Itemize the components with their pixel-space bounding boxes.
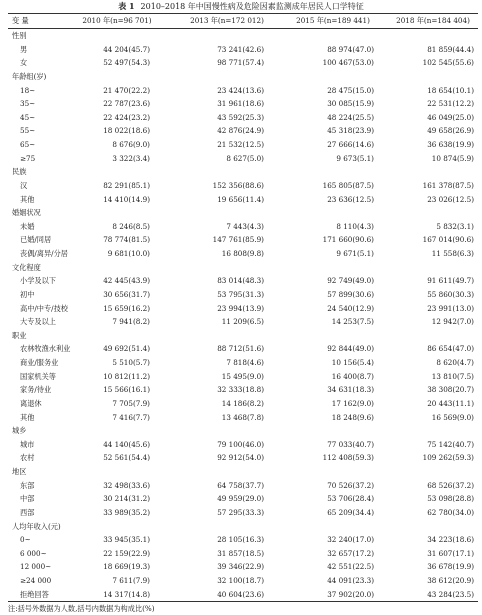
row-label: 民族 bbox=[12, 167, 27, 177]
cell-value: 165 805(87.5) bbox=[322, 180, 374, 190]
cell-value: 73 241(42.6) bbox=[217, 44, 264, 54]
cell-value: 10 156(5.4) bbox=[331, 358, 374, 367]
table-row bbox=[0, 302, 482, 316]
cell-value: 102 545(55.6) bbox=[422, 58, 474, 68]
row-label: 未婚 bbox=[20, 221, 35, 231]
bottom-rule bbox=[8, 601, 478, 602]
row-label: 离退休 bbox=[20, 398, 42, 408]
cell-value: 49 692(51.4) bbox=[103, 344, 150, 354]
cell-value: 33 989(35.2) bbox=[103, 507, 150, 517]
table-row bbox=[0, 356, 482, 370]
table-caption bbox=[0, 1, 482, 12]
cell-value: 22 787(23.6) bbox=[103, 99, 150, 109]
cell-value: 20 443(11.1) bbox=[427, 398, 474, 408]
table-row bbox=[0, 451, 482, 465]
cell-value: 13 468(7.8) bbox=[221, 412, 264, 422]
table-row bbox=[0, 315, 482, 329]
row-label: 婚姻状况 bbox=[12, 208, 41, 218]
cell-value: 42 445(43.9) bbox=[103, 276, 150, 286]
cell-value: 109 262(59.3) bbox=[422, 453, 474, 463]
cell-value: 52 497(54.3) bbox=[103, 58, 150, 68]
cell-value: 18 669(19.3) bbox=[103, 562, 150, 572]
row-label: 其他 bbox=[20, 412, 35, 422]
cell-value: 34 631(18.3) bbox=[327, 385, 374, 395]
row-label: 农村 bbox=[20, 453, 35, 463]
cell-value: 32 657(17.2) bbox=[327, 548, 374, 558]
cell-value: 7 443(4.3) bbox=[226, 221, 264, 231]
cell-value: 32 240(17.0) bbox=[327, 535, 374, 545]
cell-value: 27 666(14.6) bbox=[327, 140, 374, 149]
cell-value: 42 876(24.9) bbox=[217, 126, 264, 136]
table-row bbox=[0, 193, 482, 207]
cell-value: 65 209(34.4) bbox=[327, 507, 374, 517]
cell-value: 30 085(15.9) bbox=[327, 99, 374, 109]
cell-value: 23 026(12.5) bbox=[427, 194, 474, 204]
cell-value: 11 209(6.5) bbox=[221, 317, 264, 327]
table-row bbox=[0, 247, 482, 261]
category-row bbox=[0, 29, 482, 43]
table-row bbox=[0, 574, 482, 588]
cell-value: 44 091(23.3) bbox=[327, 576, 374, 585]
cell-value: 68 526(37.2) bbox=[427, 480, 474, 490]
row-label: 大专及以上 bbox=[20, 317, 56, 327]
cell-value: 46 049(25.0) bbox=[427, 112, 474, 122]
table-note: 注:括号外数据为人数,括号内数据为构成比(%) bbox=[8, 604, 155, 613]
cell-value: 30 656(31.7) bbox=[103, 289, 150, 299]
row-label: 性别 bbox=[12, 31, 27, 40]
row-label: 0~ bbox=[20, 535, 31, 545]
cell-value: 16 400(8.7) bbox=[331, 371, 374, 381]
row-label: 文化程度 bbox=[12, 262, 41, 272]
row-label: 6 000~ bbox=[20, 548, 47, 558]
cell-value: 88 712(51.6) bbox=[217, 344, 264, 354]
row-label: 城市 bbox=[20, 439, 35, 449]
cell-value: 43 592(25.3) bbox=[217, 112, 264, 122]
table-row bbox=[0, 152, 482, 166]
cell-value: 88 974(47.0) bbox=[327, 44, 374, 54]
cell-value: 38 308(20.7) bbox=[427, 385, 474, 395]
cell-value: 16 569(9.0) bbox=[431, 412, 474, 422]
cell-value: 9 681(10.0) bbox=[107, 249, 150, 258]
cell-value: 34 223(18.6) bbox=[427, 535, 474, 545]
cell-value: 53 795(31.3) bbox=[217, 289, 264, 299]
header-2018: 2018 年(n=184 404) bbox=[396, 16, 470, 25]
row-label: 人均年收入(元) bbox=[12, 521, 61, 531]
cell-value: 7 416(7.7) bbox=[112, 412, 150, 422]
table-row bbox=[0, 233, 482, 247]
category-row bbox=[0, 329, 482, 343]
cell-value: 21 532(12.5) bbox=[217, 140, 264, 149]
row-label: 家务/待业 bbox=[20, 385, 52, 395]
cell-value: 57 295(33.3) bbox=[217, 507, 264, 517]
cell-value: 18 248(9.6) bbox=[331, 412, 374, 422]
row-label: 18~ bbox=[20, 85, 36, 95]
header-variable: 变 量 bbox=[12, 16, 29, 25]
cell-value: 28 475(15.0) bbox=[327, 85, 374, 95]
category-row bbox=[0, 70, 482, 84]
row-label: 12 000~ bbox=[20, 562, 52, 572]
table-row bbox=[0, 492, 482, 506]
row-label: 65~ bbox=[20, 140, 36, 149]
cell-value: 8 627(5.0) bbox=[226, 153, 264, 163]
cell-value: 18 022(18.6) bbox=[103, 126, 150, 136]
table-row bbox=[0, 138, 482, 152]
cell-value: 43 284(23.5) bbox=[427, 589, 474, 599]
cell-value: 22 424(23.2) bbox=[103, 112, 150, 122]
cell-value: 19 656(11.4) bbox=[217, 194, 264, 204]
row-label: 拒绝回答 bbox=[20, 589, 49, 599]
cell-value: 36 678(19.9) bbox=[427, 562, 474, 572]
table-row bbox=[0, 506, 482, 520]
cell-value: 147 761(85.9) bbox=[212, 235, 264, 245]
row-label: 女 bbox=[20, 58, 28, 68]
row-label: 年龄组(岁) bbox=[12, 71, 47, 81]
table-row bbox=[0, 588, 482, 602]
table-row bbox=[0, 43, 482, 57]
row-label: 职业 bbox=[12, 330, 27, 340]
cell-value: 78 774(81.5) bbox=[103, 235, 150, 245]
cell-value: 3 322(3.4) bbox=[112, 153, 150, 163]
table-row bbox=[0, 342, 482, 356]
header-2015: 2015 年(n=189 441) bbox=[296, 16, 370, 25]
cell-value: 31 857(18.5) bbox=[217, 548, 264, 558]
cell-value: 14 410(14.9) bbox=[103, 194, 150, 204]
row-label: 初中 bbox=[20, 289, 35, 299]
cell-value: 15 566(16.1) bbox=[103, 385, 150, 395]
cell-value: 11 558(6.3) bbox=[431, 249, 474, 258]
cell-value: 92 749(49.0) bbox=[327, 276, 374, 286]
table-row bbox=[0, 411, 482, 425]
cell-value: 36 638(19.9) bbox=[427, 140, 474, 149]
cell-value: 53 706(28.4) bbox=[327, 494, 374, 504]
cell-value: 79 100(46.0) bbox=[217, 439, 264, 449]
table-body bbox=[0, 29, 482, 601]
row-label: 城乡 bbox=[12, 426, 27, 436]
table-row bbox=[0, 560, 482, 574]
cell-value: 83 014(48.3) bbox=[217, 276, 264, 286]
cell-value: 23 991(13.0) bbox=[427, 303, 474, 313]
table-title: 2010–2018 年中国慢性病及危险因素监测成年居民人口学特征 bbox=[140, 2, 364, 11]
cell-value: 45 318(23.9) bbox=[327, 126, 374, 136]
cell-value: 7 705(7.9) bbox=[112, 398, 150, 408]
header-2013: 2013 年(n=172 012) bbox=[190, 16, 264, 25]
table-row bbox=[0, 383, 482, 397]
row-label: 商业/服务业 bbox=[20, 358, 59, 367]
row-label: 男 bbox=[20, 44, 28, 54]
row-label: 小学及以下 bbox=[20, 276, 56, 286]
cell-value: 24 540(12.9) bbox=[327, 303, 374, 313]
table-row bbox=[0, 56, 482, 70]
cell-value: 31 607(17.1) bbox=[427, 548, 474, 558]
row-label: 中部 bbox=[20, 494, 35, 504]
cell-value: 42 551(22.5) bbox=[327, 562, 374, 572]
row-label: 汉 bbox=[20, 180, 28, 190]
cell-value: 5 832(3.1) bbox=[436, 221, 474, 231]
row-label: 已婚/同居 bbox=[20, 235, 52, 245]
cell-value: 86 654(47.0) bbox=[427, 344, 474, 354]
cell-value: 15 495(9.0) bbox=[221, 371, 264, 381]
cell-value: 52 561(54.4) bbox=[103, 453, 150, 463]
cell-value: 91 611(49.7) bbox=[427, 276, 474, 286]
cell-value: 81 859(44.4) bbox=[427, 44, 474, 54]
table-row bbox=[0, 179, 482, 193]
cell-value: 33 945(35.1) bbox=[103, 535, 150, 545]
cell-value: 16 808(9.8) bbox=[221, 249, 264, 258]
category-row bbox=[0, 424, 482, 438]
cell-value: 14 253(7.5) bbox=[331, 317, 374, 327]
cell-value: 23 994(13.9) bbox=[217, 303, 264, 313]
table-row bbox=[0, 438, 482, 452]
cell-value: 49 959(29.0) bbox=[217, 494, 264, 504]
cell-value: 17 162(9.0) bbox=[331, 398, 374, 408]
cell-value: 23 424(13.6) bbox=[217, 85, 264, 95]
table-row bbox=[0, 547, 482, 561]
cell-value: 98 771(57.4) bbox=[217, 58, 264, 68]
row-label: 东部 bbox=[20, 480, 35, 490]
row-label: 地区 bbox=[12, 467, 27, 476]
cell-value: 100 467(53.0) bbox=[322, 58, 374, 68]
row-label: 丧偶/离异/分居 bbox=[20, 249, 68, 258]
cell-value: 8 676(9.0) bbox=[112, 140, 150, 149]
cell-value: 32 100(18.7) bbox=[217, 576, 264, 585]
table-row bbox=[0, 124, 482, 138]
cell-value: 23 636(12.5) bbox=[327, 194, 374, 204]
cell-value: 32 333(18.8) bbox=[217, 385, 264, 395]
cell-value: 44 204(45.7) bbox=[103, 44, 150, 54]
category-row bbox=[0, 261, 482, 275]
cell-value: 15 659(16.2) bbox=[103, 303, 150, 313]
row-label: ≥24 000 bbox=[20, 576, 52, 585]
cell-value: 13 810(7.5) bbox=[431, 371, 474, 381]
cell-value: 161 378(87.5) bbox=[422, 180, 474, 190]
cell-value: 152 356(88.6) bbox=[212, 180, 264, 190]
cell-value: 7 611(7.9) bbox=[112, 576, 150, 585]
cell-value: 22 159(22.9) bbox=[103, 548, 150, 558]
cell-value: 64 758(37.7) bbox=[217, 480, 264, 490]
cell-value: 75 142(40.7) bbox=[427, 439, 474, 449]
row-label: 农林牧渔水利业 bbox=[20, 344, 71, 354]
row-label: 45~ bbox=[20, 112, 36, 122]
cell-value: 7 941(8.2) bbox=[112, 317, 150, 327]
cell-value: 28 105(16.3) bbox=[217, 535, 264, 545]
cell-value: 167 014(90.6) bbox=[422, 235, 474, 245]
cell-value: 49 658(26.9) bbox=[427, 126, 474, 136]
row-label: 35~ bbox=[20, 99, 36, 109]
table-row bbox=[0, 370, 482, 384]
category-row bbox=[0, 520, 482, 534]
cell-value: 48 224(25.5) bbox=[327, 112, 374, 122]
table-number: 表 1 bbox=[118, 1, 135, 11]
cell-value: 5 510(5.7) bbox=[112, 358, 150, 367]
category-row bbox=[0, 465, 482, 479]
table-row bbox=[0, 288, 482, 302]
cell-value: 30 214(31.2) bbox=[103, 494, 150, 504]
table-row bbox=[0, 84, 482, 98]
cell-value: 8 246(8.5) bbox=[112, 221, 150, 231]
table-header bbox=[0, 14, 482, 28]
row-label: 其他 bbox=[20, 194, 35, 204]
cell-value: 37 902(20.0) bbox=[327, 589, 374, 599]
row-label: ≥75 bbox=[20, 153, 36, 163]
cell-value: 22 531(12.2) bbox=[427, 99, 474, 109]
cell-value: 92 844(49.0) bbox=[327, 344, 374, 354]
row-label: 高中/中专/技校 bbox=[20, 303, 68, 313]
cell-value: 57 899(30.6) bbox=[327, 289, 374, 299]
cell-value: 14 186(8.2) bbox=[221, 398, 264, 408]
cell-value: 40 604(23.6) bbox=[217, 589, 264, 599]
cell-value: 14 317(14.8) bbox=[103, 589, 150, 599]
cell-value: 38 612(20.9) bbox=[427, 576, 474, 585]
cell-value: 77 033(40.7) bbox=[327, 439, 374, 449]
cell-value: 39 346(22.9) bbox=[217, 562, 264, 572]
cell-value: 70 526(37.2) bbox=[327, 480, 374, 490]
row-label: 55~ bbox=[20, 126, 36, 136]
row-label: 西部 bbox=[20, 507, 35, 517]
category-row bbox=[0, 206, 482, 220]
table-row bbox=[0, 274, 482, 288]
cell-value: 21 470(22.2) bbox=[103, 85, 150, 95]
table-row bbox=[0, 479, 482, 493]
header-2010: 2010 年(n=96 701) bbox=[82, 16, 152, 25]
category-row bbox=[0, 165, 482, 179]
cell-value: 31 961(18.6) bbox=[217, 99, 264, 109]
cell-value: 10 874(5.9) bbox=[431, 153, 474, 163]
cell-value: 18 654(10.1) bbox=[427, 85, 474, 95]
cell-value: 9 673(5.1) bbox=[336, 153, 374, 163]
cell-value: 12 942(7.0) bbox=[431, 317, 474, 327]
table-row bbox=[0, 220, 482, 234]
cell-value: 8 110(4.3) bbox=[336, 221, 374, 231]
cell-value: 10 812(11.2) bbox=[103, 371, 150, 381]
cell-value: 9 671(5.1) bbox=[336, 249, 374, 258]
cell-value: 62 780(34.0) bbox=[427, 507, 474, 517]
cell-value: 8 620(4.7) bbox=[436, 358, 474, 367]
cell-value: 53 098(28.8) bbox=[427, 494, 474, 504]
cell-value: 44 140(45.6) bbox=[103, 439, 150, 449]
cell-value: 171 660(90.6) bbox=[322, 235, 374, 245]
cell-value: 32 498(33.6) bbox=[103, 480, 150, 490]
table-row bbox=[0, 533, 482, 547]
cell-value: 7 818(4.6) bbox=[226, 358, 264, 367]
cell-value: 112 408(59.3) bbox=[322, 453, 374, 463]
cell-value: 82 291(85.1) bbox=[103, 180, 150, 190]
row-label: 国家机关等 bbox=[20, 371, 56, 381]
table-row bbox=[0, 97, 482, 111]
table-row bbox=[0, 111, 482, 125]
table-row bbox=[0, 397, 482, 411]
cell-value: 55 860(30.3) bbox=[427, 289, 474, 299]
cell-value: 92 912(54.0) bbox=[217, 453, 264, 463]
